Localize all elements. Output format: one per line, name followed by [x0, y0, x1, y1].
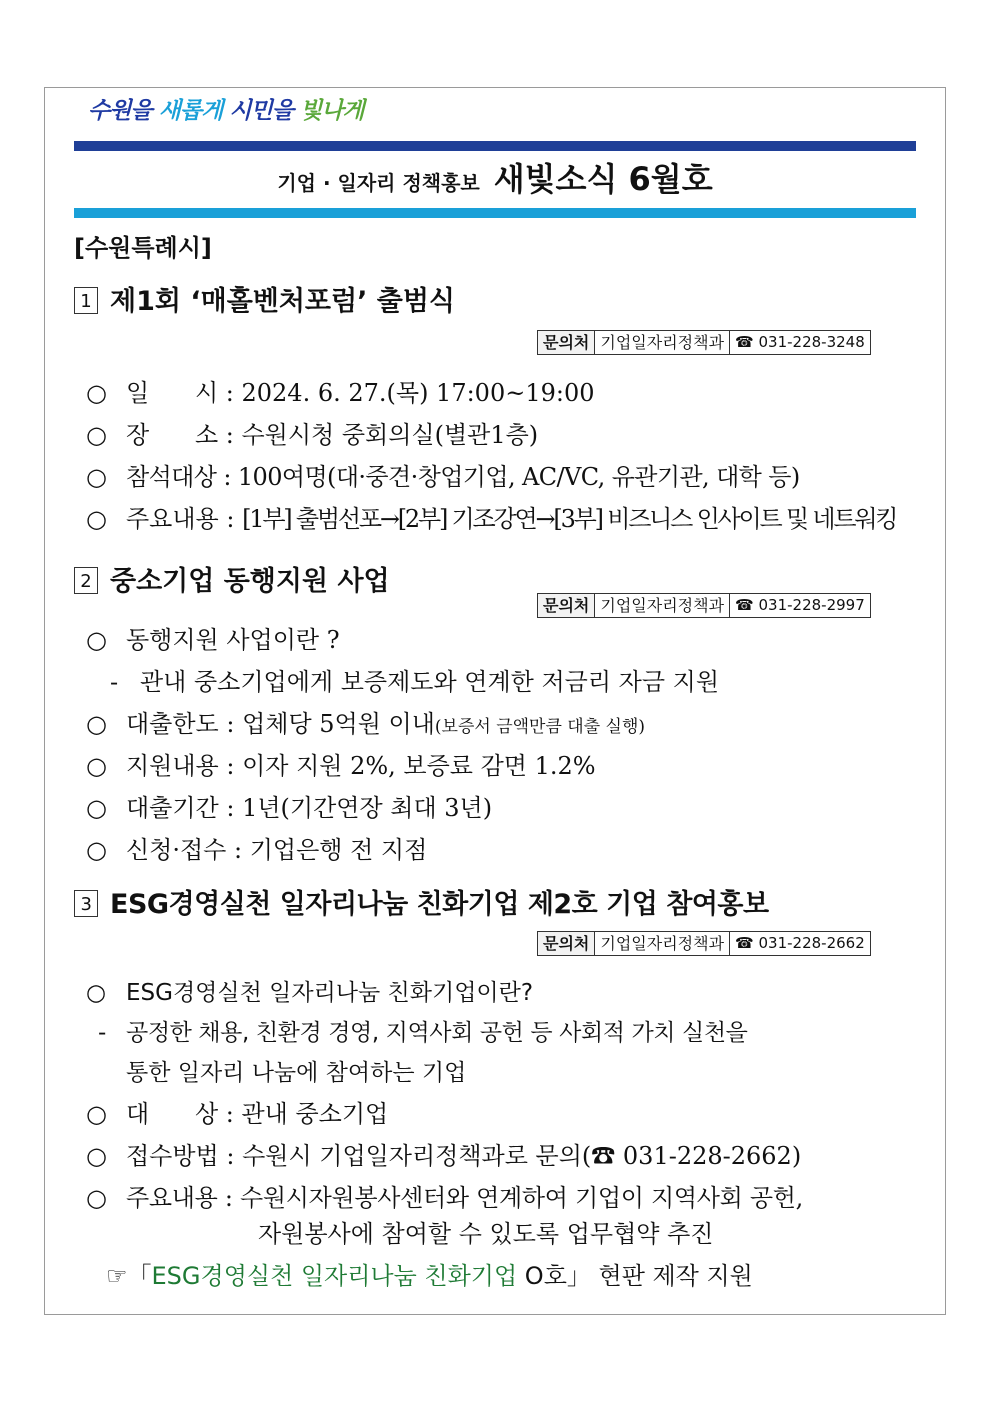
header-bar-bottom — [74, 208, 916, 218]
slogan-part: 수원을 — [88, 98, 159, 124]
list-item — [86, 1178, 803, 1213]
bullet: ○ — [86, 1100, 107, 1128]
list-item — [258, 1214, 713, 1249]
title-main: 새빛소식 6월호 — [493, 160, 713, 198]
bullet: ○ — [86, 1184, 107, 1212]
contact-dept: 기업일자리정책과 — [595, 594, 730, 617]
bullet: - — [98, 1020, 106, 1046]
slogan-part: 빛나게 — [300, 98, 364, 124]
section-number: 2 — [74, 567, 98, 594]
header-bar-top — [74, 141, 916, 151]
callout-bracket: 「 — [127, 1262, 152, 1290]
contact-box — [537, 593, 871, 618]
bullet: ○ — [86, 1142, 107, 1170]
list-item — [86, 704, 645, 739]
item-note: (보증서 금액만큼 대출 실행) — [434, 717, 646, 737]
callout-highlight: ESG경영실천 일자리나눔 친화기업 — [151, 1262, 525, 1290]
list-item — [110, 662, 719, 697]
slogan-part: 새롭게 — [158, 98, 223, 124]
list-item — [86, 373, 595, 408]
contact-phone: ☎ 031-228-2997 — [735, 596, 865, 614]
section-title: 제1회 ‘매홀벤처포럼’ 출범식 — [110, 286, 456, 317]
contact-phone: ☎ 031-228-3248 — [735, 333, 865, 351]
list-item — [86, 1094, 388, 1129]
item-text: 자원봉사에 참여할 수 있도록 업무협약 추진 — [258, 1220, 714, 1248]
slogan-logo — [88, 92, 364, 125]
list-item — [86, 746, 596, 781]
bullet: ○ — [86, 794, 107, 822]
list-item — [86, 788, 492, 823]
bullet: ○ — [86, 836, 107, 864]
contact-label: 문의처 — [538, 594, 595, 617]
list-item — [86, 974, 533, 1007]
item-text: 일 시 : 2024. 6. 27.(목) 17:00~19:00 — [126, 379, 595, 407]
item-text: 신청·접수 : 기업은행 전 지점 — [126, 836, 428, 864]
item-text: 장 소 : 수원시청 중회의실(별관1층) — [126, 421, 539, 449]
bullet: ○ — [86, 710, 107, 738]
list-item — [86, 620, 340, 655]
contact-label: 문의처 — [538, 932, 595, 955]
callout — [106, 1256, 753, 1291]
list-item — [86, 499, 896, 534]
section-number: 3 — [74, 890, 98, 917]
bullet: ○ — [86, 379, 107, 407]
bullet: ○ — [86, 980, 107, 1006]
contact-label: 문의처 — [538, 331, 595, 354]
item-text: 지원내용 : 이자 지원 2%, 보증료 감면 1.2% — [126, 752, 596, 780]
title-subtitle: 기업 · 일자리 정책홍보 — [277, 171, 480, 195]
list-item — [86, 1136, 801, 1171]
bullet: ○ — [86, 421, 107, 449]
contact-box — [537, 931, 871, 956]
pointing-hand-icon: ☞ — [106, 1262, 128, 1290]
bullet: - — [110, 668, 119, 696]
item-text: 대출기간 : 1년(기간연장 최대 3년) — [126, 794, 493, 822]
bullet: ○ — [86, 752, 107, 780]
bullet: ○ — [86, 505, 107, 533]
item-text: 참석대상 : 100여명(대·중견·창업기업, AC/VC, 유관기관, 대학 등) — [126, 463, 800, 491]
page-frame — [44, 87, 946, 1315]
callout-bracket: 」 — [566, 1262, 591, 1290]
item-text: 주요내용 : 수원시자원봉사센터와 연계하여 기업이 지역사회 공헌, — [126, 1184, 803, 1212]
section-number: 1 — [74, 287, 98, 314]
item-text: 대 상 : 관내 중소기업 — [126, 1100, 389, 1128]
item-text: [1부] 출범선포→[2부] 기조강연→[3부] 비즈니스 인사이트 및 네트워킹 — [242, 505, 897, 533]
region-label: [수원특례시] — [74, 234, 212, 262]
contact-dept: 기업일자리정책과 — [595, 331, 730, 354]
item-text: 관내 중소기업에게 보증제도와 연계한 저금리 자금 지원 — [140, 668, 720, 696]
section-1-heading — [74, 279, 455, 318]
callout-suffix: O호 — [524, 1262, 567, 1290]
callout-rest: 현판 제작 지원 — [590, 1262, 753, 1290]
item-text: 접수방법 : 수원시 기업일자리정책과로 문의(☎ 031-228-2662) — [126, 1142, 802, 1170]
page-title — [74, 154, 916, 200]
item-text: 대출한도 : 업체당 5억원 이내 — [126, 710, 435, 738]
bullet: ○ — [86, 463, 107, 491]
list-item — [86, 457, 800, 492]
contact-box — [537, 330, 871, 355]
item-text: 공정한 채용, 친환경 경영, 지역사회 공헌 등 사회적 가치 실천을 — [126, 1020, 748, 1046]
section-title: 중소기업 동행지원 사업 — [110, 566, 390, 597]
slogan-part: 시민을 — [222, 98, 300, 124]
list-item — [98, 1014, 747, 1047]
list-item — [86, 830, 427, 865]
section-title: ESG경영실천 일자리나눔 친화기업 제2호 기업 참여홍보 — [110, 889, 769, 920]
contact-dept: 기업일자리정책과 — [595, 932, 730, 955]
section-3-heading — [74, 882, 769, 921]
item-text: 동행지원 사업이란 ? — [126, 626, 340, 654]
bullet: ○ — [86, 626, 107, 654]
item-text: ESG경영실천 일자리나눔 친화기업이란? — [126, 980, 534, 1006]
item-label: 주요내용 : — [126, 505, 243, 533]
list-item — [86, 415, 538, 450]
contact-phone: ☎ 031-228-2662 — [735, 934, 865, 952]
section-2-heading — [74, 559, 390, 598]
item-text: 통한 일자리 나눔에 참여하는 기업 — [126, 1060, 467, 1086]
list-item — [126, 1054, 466, 1087]
